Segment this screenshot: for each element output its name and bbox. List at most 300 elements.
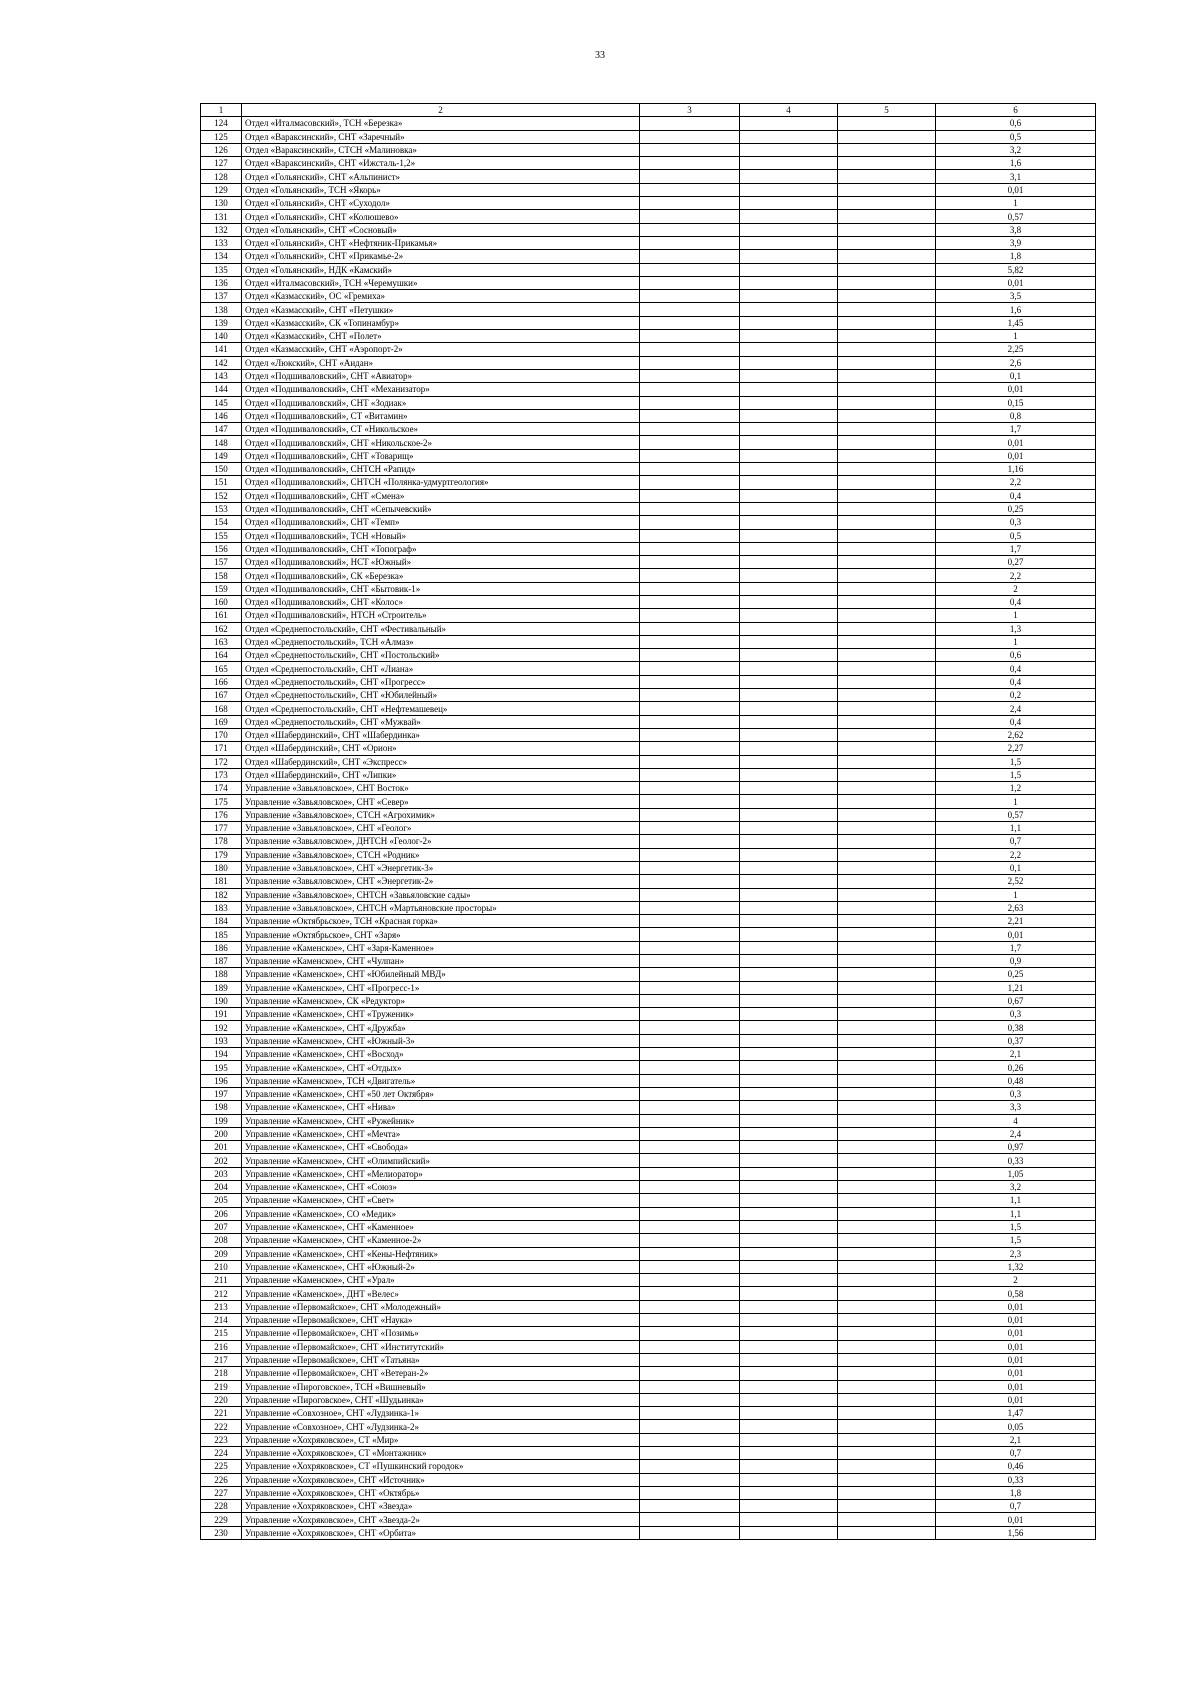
table-row bbox=[201, 1526, 1096, 1539]
row-col-5 bbox=[838, 928, 936, 941]
row-value: 1,56 bbox=[936, 1526, 1096, 1539]
table-row bbox=[201, 489, 1096, 502]
row-value: 0,01 bbox=[936, 449, 1096, 462]
table-row bbox=[201, 1353, 1096, 1366]
row-col-5 bbox=[838, 875, 936, 888]
row-number: 213 bbox=[201, 1300, 242, 1313]
row-value: 2,62 bbox=[936, 728, 1096, 741]
row-value: 0,2 bbox=[936, 689, 1096, 702]
row-col-3 bbox=[640, 848, 740, 861]
row-col-4 bbox=[740, 635, 838, 648]
row-value: 3,2 bbox=[936, 143, 1096, 156]
row-col-3 bbox=[640, 1034, 740, 1047]
row-col-5 bbox=[838, 1234, 936, 1247]
row-number: 129 bbox=[201, 183, 242, 196]
row-col-3 bbox=[640, 290, 740, 303]
row-col-5 bbox=[838, 529, 936, 542]
table-row bbox=[201, 223, 1096, 236]
row-number: 164 bbox=[201, 649, 242, 662]
row-name: Отдел «Среднепостольский», ТСН «Алмаз» bbox=[242, 635, 640, 648]
row-col-4 bbox=[740, 330, 838, 343]
row-col-4 bbox=[740, 263, 838, 276]
row-number: 208 bbox=[201, 1234, 242, 1247]
row-name: Отдел «Подшиваловский», СНТ «Товарищ» bbox=[242, 449, 640, 462]
row-col-5 bbox=[838, 1353, 936, 1366]
row-number: 162 bbox=[201, 622, 242, 635]
row-value: 0,05 bbox=[936, 1420, 1096, 1433]
row-value: 0,57 bbox=[936, 210, 1096, 223]
row-col-4 bbox=[740, 290, 838, 303]
row-number: 127 bbox=[201, 157, 242, 170]
row-col-5 bbox=[838, 502, 936, 515]
row-col-3 bbox=[640, 1114, 740, 1127]
row-col-5 bbox=[838, 635, 936, 648]
row-col-3 bbox=[640, 1194, 740, 1207]
row-col-4 bbox=[740, 1380, 838, 1393]
table-row bbox=[201, 835, 1096, 848]
table-row bbox=[201, 569, 1096, 582]
row-value: 1,6 bbox=[936, 157, 1096, 170]
row-value: 0,01 bbox=[936, 436, 1096, 449]
row-col-3 bbox=[640, 595, 740, 608]
row-col-5 bbox=[838, 742, 936, 755]
table-row bbox=[201, 1048, 1096, 1061]
table-row bbox=[201, 635, 1096, 648]
row-col-4 bbox=[740, 1300, 838, 1313]
row-col-3 bbox=[640, 343, 740, 356]
table-row bbox=[201, 316, 1096, 329]
row-number: 145 bbox=[201, 396, 242, 409]
row-col-4 bbox=[740, 1473, 838, 1486]
table-row bbox=[201, 1061, 1096, 1074]
row-number: 153 bbox=[201, 502, 242, 515]
row-col-3 bbox=[640, 1260, 740, 1273]
row-col-5 bbox=[838, 316, 936, 329]
row-number: 227 bbox=[201, 1486, 242, 1499]
row-name: Отдел «Шабердинский», СНТ «Шабердинка» bbox=[242, 728, 640, 741]
row-col-3 bbox=[640, 742, 740, 755]
row-col-5 bbox=[838, 1460, 936, 1473]
row-value: 2,21 bbox=[936, 915, 1096, 928]
row-col-4 bbox=[740, 276, 838, 289]
table-row bbox=[201, 795, 1096, 808]
row-number: 173 bbox=[201, 768, 242, 781]
row-value: 0,6 bbox=[936, 649, 1096, 662]
table-row bbox=[201, 1181, 1096, 1194]
row-col-3 bbox=[640, 622, 740, 635]
row-col-5 bbox=[838, 915, 936, 928]
table-row bbox=[201, 542, 1096, 555]
row-col-3 bbox=[640, 728, 740, 741]
row-col-4 bbox=[740, 1407, 838, 1420]
row-name: Отдел «Гольянский», СНТ «Колюшево» bbox=[242, 210, 640, 223]
row-col-4 bbox=[740, 502, 838, 515]
row-col-5 bbox=[838, 1340, 936, 1353]
row-col-5 bbox=[838, 595, 936, 608]
row-value: 2 bbox=[936, 582, 1096, 595]
table-row bbox=[201, 928, 1096, 941]
row-col-3 bbox=[640, 928, 740, 941]
row-number: 230 bbox=[201, 1526, 242, 1539]
row-col-4 bbox=[740, 1247, 838, 1260]
row-number: 192 bbox=[201, 1021, 242, 1034]
row-col-3 bbox=[640, 1220, 740, 1233]
row-col-5 bbox=[838, 436, 936, 449]
row-col-5 bbox=[838, 1034, 936, 1047]
row-col-4 bbox=[740, 1367, 838, 1380]
row-value: 2,4 bbox=[936, 702, 1096, 715]
row-col-4 bbox=[740, 423, 838, 436]
row-number: 170 bbox=[201, 728, 242, 741]
table-row bbox=[201, 117, 1096, 130]
row-col-5 bbox=[838, 675, 936, 688]
table-header-row bbox=[201, 104, 1096, 117]
row-col-3 bbox=[640, 1101, 740, 1114]
row-col-3 bbox=[640, 423, 740, 436]
table-row bbox=[201, 1101, 1096, 1114]
row-name: Управление «Завьяловское», СНТСН «Завьяловские сады» bbox=[242, 888, 640, 901]
row-name: Отдел «Подшиваловский», СНТ «Механизатор» bbox=[242, 383, 640, 396]
table-row bbox=[201, 1420, 1096, 1433]
table-row bbox=[201, 1234, 1096, 1247]
row-value: 0,01 bbox=[936, 1367, 1096, 1380]
row-col-5 bbox=[838, 197, 936, 210]
row-value: 1,7 bbox=[936, 542, 1096, 555]
row-number: 194 bbox=[201, 1048, 242, 1061]
table-row bbox=[201, 1327, 1096, 1340]
row-col-4 bbox=[740, 782, 838, 795]
table-row bbox=[201, 276, 1096, 289]
row-col-4 bbox=[740, 1167, 838, 1180]
row-value: 0,7 bbox=[936, 835, 1096, 848]
row-value: 0,9 bbox=[936, 955, 1096, 968]
row-col-4 bbox=[740, 409, 838, 422]
row-col-5 bbox=[838, 609, 936, 622]
row-col-3 bbox=[640, 1274, 740, 1287]
row-col-5 bbox=[838, 1207, 936, 1220]
row-name: Управление «Хохряковское», СНТ «Октябрь» bbox=[242, 1486, 640, 1499]
row-name: Управление «Хохряковское», СНТ «Орбита» bbox=[242, 1526, 640, 1539]
row-value: 0,01 bbox=[936, 276, 1096, 289]
row-col-3 bbox=[640, 157, 740, 170]
row-name: Управление «Каменское», СНТ «50 лет Октября» bbox=[242, 1087, 640, 1100]
row-number: 196 bbox=[201, 1074, 242, 1087]
row-name: Отдел «Среднепостольский», СНТ «Фестивальный» bbox=[242, 622, 640, 635]
row-number: 210 bbox=[201, 1260, 242, 1273]
table-row bbox=[201, 436, 1096, 449]
row-value: 0,15 bbox=[936, 396, 1096, 409]
row-name: Отдел «Подшиваловский», СТ «Витамин» bbox=[242, 409, 640, 422]
row-number: 152 bbox=[201, 489, 242, 502]
row-col-5 bbox=[838, 423, 936, 436]
row-col-3 bbox=[640, 835, 740, 848]
row-col-4 bbox=[740, 915, 838, 928]
row-value: 0,8 bbox=[936, 409, 1096, 422]
row-col-4 bbox=[740, 1087, 838, 1100]
row-number: 226 bbox=[201, 1473, 242, 1486]
row-value: 0,01 bbox=[936, 1327, 1096, 1340]
row-value: 1,8 bbox=[936, 1486, 1096, 1499]
row-col-3 bbox=[640, 143, 740, 156]
table-row bbox=[201, 1446, 1096, 1459]
row-value: 0,27 bbox=[936, 556, 1096, 569]
table-row bbox=[201, 715, 1096, 728]
header-col-2: 2 bbox=[242, 104, 640, 117]
row-number: 134 bbox=[201, 250, 242, 263]
row-col-4 bbox=[740, 622, 838, 635]
row-number: 228 bbox=[201, 1500, 242, 1513]
row-col-3 bbox=[640, 449, 740, 462]
row-value: 2,1 bbox=[936, 1048, 1096, 1061]
row-name: Управление «Каменское», СНТ «Прогресс-1» bbox=[242, 981, 640, 994]
row-number: 197 bbox=[201, 1087, 242, 1100]
row-col-3 bbox=[640, 1526, 740, 1539]
row-name: Отдел «Гольянский», СНТ «Прикамье-2» bbox=[242, 250, 640, 263]
row-col-4 bbox=[740, 755, 838, 768]
row-col-3 bbox=[640, 635, 740, 648]
row-number: 156 bbox=[201, 542, 242, 555]
row-name: Управление «Каменское», СНТ «Труженик» bbox=[242, 1008, 640, 1021]
row-value: 0,57 bbox=[936, 808, 1096, 821]
row-value: 2,2 bbox=[936, 476, 1096, 489]
table-row bbox=[201, 210, 1096, 223]
row-name: Управление «Завьяловское», СНТ Восток» bbox=[242, 782, 640, 795]
row-col-5 bbox=[838, 1101, 936, 1114]
row-col-4 bbox=[740, 848, 838, 861]
row-value: 0,48 bbox=[936, 1074, 1096, 1087]
row-col-3 bbox=[640, 1021, 740, 1034]
table-row bbox=[201, 1141, 1096, 1154]
row-col-3 bbox=[640, 263, 740, 276]
row-col-5 bbox=[838, 1327, 936, 1340]
header-col-4: 4 bbox=[740, 104, 838, 117]
row-col-3 bbox=[640, 609, 740, 622]
row-col-5 bbox=[838, 1181, 936, 1194]
row-col-3 bbox=[640, 1420, 740, 1433]
row-col-3 bbox=[640, 236, 740, 249]
row-number: 177 bbox=[201, 822, 242, 835]
row-name: Отдел «Подшиваловский», СНТСН «Рапид» bbox=[242, 463, 640, 476]
row-name: Отдел «Среднепостольский», СНТ «Лиана» bbox=[242, 662, 640, 675]
table-row bbox=[201, 662, 1096, 675]
row-col-5 bbox=[838, 1127, 936, 1140]
row-col-3 bbox=[640, 276, 740, 289]
row-value: 0,33 bbox=[936, 1473, 1096, 1486]
row-name: Управление «Каменское», СНТ «Юбилейный МВД» bbox=[242, 968, 640, 981]
row-col-5 bbox=[838, 662, 936, 675]
row-col-5 bbox=[838, 409, 936, 422]
row-name: Отдел «Подшиваловский», НТСН «Строитель» bbox=[242, 609, 640, 622]
row-name: Отдел «Казмасский», СК «Топинамбур» bbox=[242, 316, 640, 329]
row-col-3 bbox=[640, 183, 740, 196]
row-col-3 bbox=[640, 1167, 740, 1180]
table-row bbox=[201, 955, 1096, 968]
row-value: 2,3 bbox=[936, 1247, 1096, 1260]
row-name: Отдел «Подшиваловский», СНТ «Топограф» bbox=[242, 542, 640, 555]
row-name: Отдел «Вараксинский», СТСН «Малиновка» bbox=[242, 143, 640, 156]
row-name: Отдел «Подшиваловский», СНТ «Авиатор» bbox=[242, 369, 640, 382]
row-number: 168 bbox=[201, 702, 242, 715]
row-number: 201 bbox=[201, 1141, 242, 1154]
row-value: 3,9 bbox=[936, 236, 1096, 249]
table-row bbox=[201, 848, 1096, 861]
row-name: Управление «Совхозное», СНТ «Лудзинка-2» bbox=[242, 1420, 640, 1433]
row-col-4 bbox=[740, 1034, 838, 1047]
row-col-5 bbox=[838, 1074, 936, 1087]
row-col-4 bbox=[740, 1486, 838, 1499]
row-col-3 bbox=[640, 1287, 740, 1300]
row-name: Отдел «Подшиваловский», ТСН «Новый» bbox=[242, 529, 640, 542]
row-value: 0,6 bbox=[936, 117, 1096, 130]
row-col-3 bbox=[640, 875, 740, 888]
row-col-3 bbox=[640, 1460, 740, 1473]
row-col-5 bbox=[838, 170, 936, 183]
row-col-4 bbox=[740, 117, 838, 130]
row-col-5 bbox=[838, 1446, 936, 1459]
row-col-3 bbox=[640, 409, 740, 422]
row-col-3 bbox=[640, 1473, 740, 1486]
row-col-5 bbox=[838, 356, 936, 369]
row-value: 2,2 bbox=[936, 569, 1096, 582]
row-col-4 bbox=[740, 236, 838, 249]
table-row bbox=[201, 423, 1096, 436]
row-name: Отдел «Среднепостольский», СНТ «Мужвай» bbox=[242, 715, 640, 728]
row-name: Управление «Хохряковское», СНТ «Звезда» bbox=[242, 1500, 640, 1513]
row-col-5 bbox=[838, 1314, 936, 1327]
row-name: Отдел «Италмасовский», ТСН «Черемушки» bbox=[242, 276, 640, 289]
table-row bbox=[201, 463, 1096, 476]
row-name: Отдел «Гольянский», СНТ «Сосновый» bbox=[242, 223, 640, 236]
table-row bbox=[201, 1314, 1096, 1327]
row-col-5 bbox=[838, 888, 936, 901]
row-col-4 bbox=[740, 1433, 838, 1446]
row-col-5 bbox=[838, 1021, 936, 1034]
row-col-5 bbox=[838, 1433, 936, 1446]
row-number: 163 bbox=[201, 635, 242, 648]
row-col-3 bbox=[640, 1353, 740, 1366]
row-col-3 bbox=[640, 702, 740, 715]
row-number: 181 bbox=[201, 875, 242, 888]
row-col-4 bbox=[740, 1008, 838, 1021]
row-number: 222 bbox=[201, 1420, 242, 1433]
row-col-4 bbox=[740, 928, 838, 941]
row-number: 161 bbox=[201, 609, 242, 622]
row-col-3 bbox=[640, 210, 740, 223]
row-col-4 bbox=[740, 609, 838, 622]
row-col-3 bbox=[640, 383, 740, 396]
row-col-5 bbox=[838, 290, 936, 303]
row-name: Управление «Хохряковское», СТ «Пушкинский городок» bbox=[242, 1460, 640, 1473]
row-name: Отдел «Подшиваловский», СНТ «Колос» bbox=[242, 595, 640, 608]
row-value: 2,4 bbox=[936, 1127, 1096, 1140]
row-value: 0,25 bbox=[936, 968, 1096, 981]
row-name: Управление «Каменское», СНТ «Отдых» bbox=[242, 1061, 640, 1074]
row-number: 135 bbox=[201, 263, 242, 276]
row-name: Управление «Завьяловское», СТСН «Агрохимик» bbox=[242, 808, 640, 821]
row-value: 0,3 bbox=[936, 516, 1096, 529]
row-name: Отдел «Подшиваловский», СНТ «Зодиак» bbox=[242, 396, 640, 409]
row-col-5 bbox=[838, 1300, 936, 1313]
row-value: 3,5 bbox=[936, 290, 1096, 303]
row-value: 1,16 bbox=[936, 463, 1096, 476]
row-col-5 bbox=[838, 1407, 936, 1420]
row-col-5 bbox=[838, 1420, 936, 1433]
row-name: Управление «Каменское», ТСН «Двигатель» bbox=[242, 1074, 640, 1087]
row-number: 133 bbox=[201, 236, 242, 249]
row-col-3 bbox=[640, 981, 740, 994]
row-number: 157 bbox=[201, 556, 242, 569]
row-col-4 bbox=[740, 981, 838, 994]
row-col-5 bbox=[838, 556, 936, 569]
row-number: 217 bbox=[201, 1353, 242, 1366]
row-name: Управление «Завьяловское», СНТ «Геолог» bbox=[242, 822, 640, 835]
row-name: Управление «Первомайское», СНТ «Молодежный» bbox=[242, 1300, 640, 1313]
table-row bbox=[201, 1220, 1096, 1233]
table-row bbox=[201, 675, 1096, 688]
row-col-5 bbox=[838, 1087, 936, 1100]
row-value: 2,27 bbox=[936, 742, 1096, 755]
row-col-3 bbox=[640, 369, 740, 382]
row-name: Управление «Каменское», СНТ «Союз» bbox=[242, 1181, 640, 1194]
row-name: Управление «Каменское», СНТ «Нива» bbox=[242, 1101, 640, 1114]
row-col-5 bbox=[838, 1154, 936, 1167]
row-col-5 bbox=[838, 1486, 936, 1499]
row-col-4 bbox=[740, 250, 838, 263]
row-number: 150 bbox=[201, 463, 242, 476]
row-name: Отдел «Шабердинский», СНТ «Экспресс» bbox=[242, 755, 640, 768]
row-value: 1,21 bbox=[936, 981, 1096, 994]
row-number: 200 bbox=[201, 1127, 242, 1140]
row-name: Отдел «Подшиваловский», СТ «Никольское» bbox=[242, 423, 640, 436]
table-row bbox=[201, 1433, 1096, 1446]
row-value: 0,33 bbox=[936, 1154, 1096, 1167]
row-number: 149 bbox=[201, 449, 242, 462]
row-col-4 bbox=[740, 955, 838, 968]
table-row bbox=[201, 901, 1096, 914]
row-col-3 bbox=[640, 1181, 740, 1194]
table-row bbox=[201, 1300, 1096, 1313]
row-value: 2,1 bbox=[936, 1433, 1096, 1446]
row-value: 1 bbox=[936, 635, 1096, 648]
row-number: 223 bbox=[201, 1433, 242, 1446]
row-name: Отдел «Шабердинский», СНТ «Липки» bbox=[242, 768, 640, 781]
row-number: 158 bbox=[201, 569, 242, 582]
row-value: 1,45 bbox=[936, 316, 1096, 329]
row-col-3 bbox=[640, 1061, 740, 1074]
row-col-3 bbox=[640, 755, 740, 768]
row-number: 139 bbox=[201, 316, 242, 329]
row-value: 0,01 bbox=[936, 1353, 1096, 1366]
row-name: Отдел «Италмасовский», ТСН «Березка» bbox=[242, 117, 640, 130]
row-col-5 bbox=[838, 223, 936, 236]
row-name: Управление «Первомайское», СНТ «Наука» bbox=[242, 1314, 640, 1327]
row-col-3 bbox=[640, 941, 740, 954]
row-col-5 bbox=[838, 1473, 936, 1486]
row-value: 1 bbox=[936, 330, 1096, 343]
row-value: 1 bbox=[936, 197, 1096, 210]
row-value: 0,7 bbox=[936, 1500, 1096, 1513]
row-col-5 bbox=[838, 702, 936, 715]
table-row bbox=[201, 449, 1096, 462]
row-number: 160 bbox=[201, 595, 242, 608]
row-name: Отдел «Подшиваловский», СНТСН «Полянка-удмуртгеология» bbox=[242, 476, 640, 489]
row-col-3 bbox=[640, 489, 740, 502]
row-name: Управление «Каменское», СК «Редуктор» bbox=[242, 994, 640, 1007]
table-row bbox=[201, 702, 1096, 715]
table-row bbox=[201, 1473, 1096, 1486]
row-col-4 bbox=[740, 1048, 838, 1061]
row-number: 155 bbox=[201, 529, 242, 542]
